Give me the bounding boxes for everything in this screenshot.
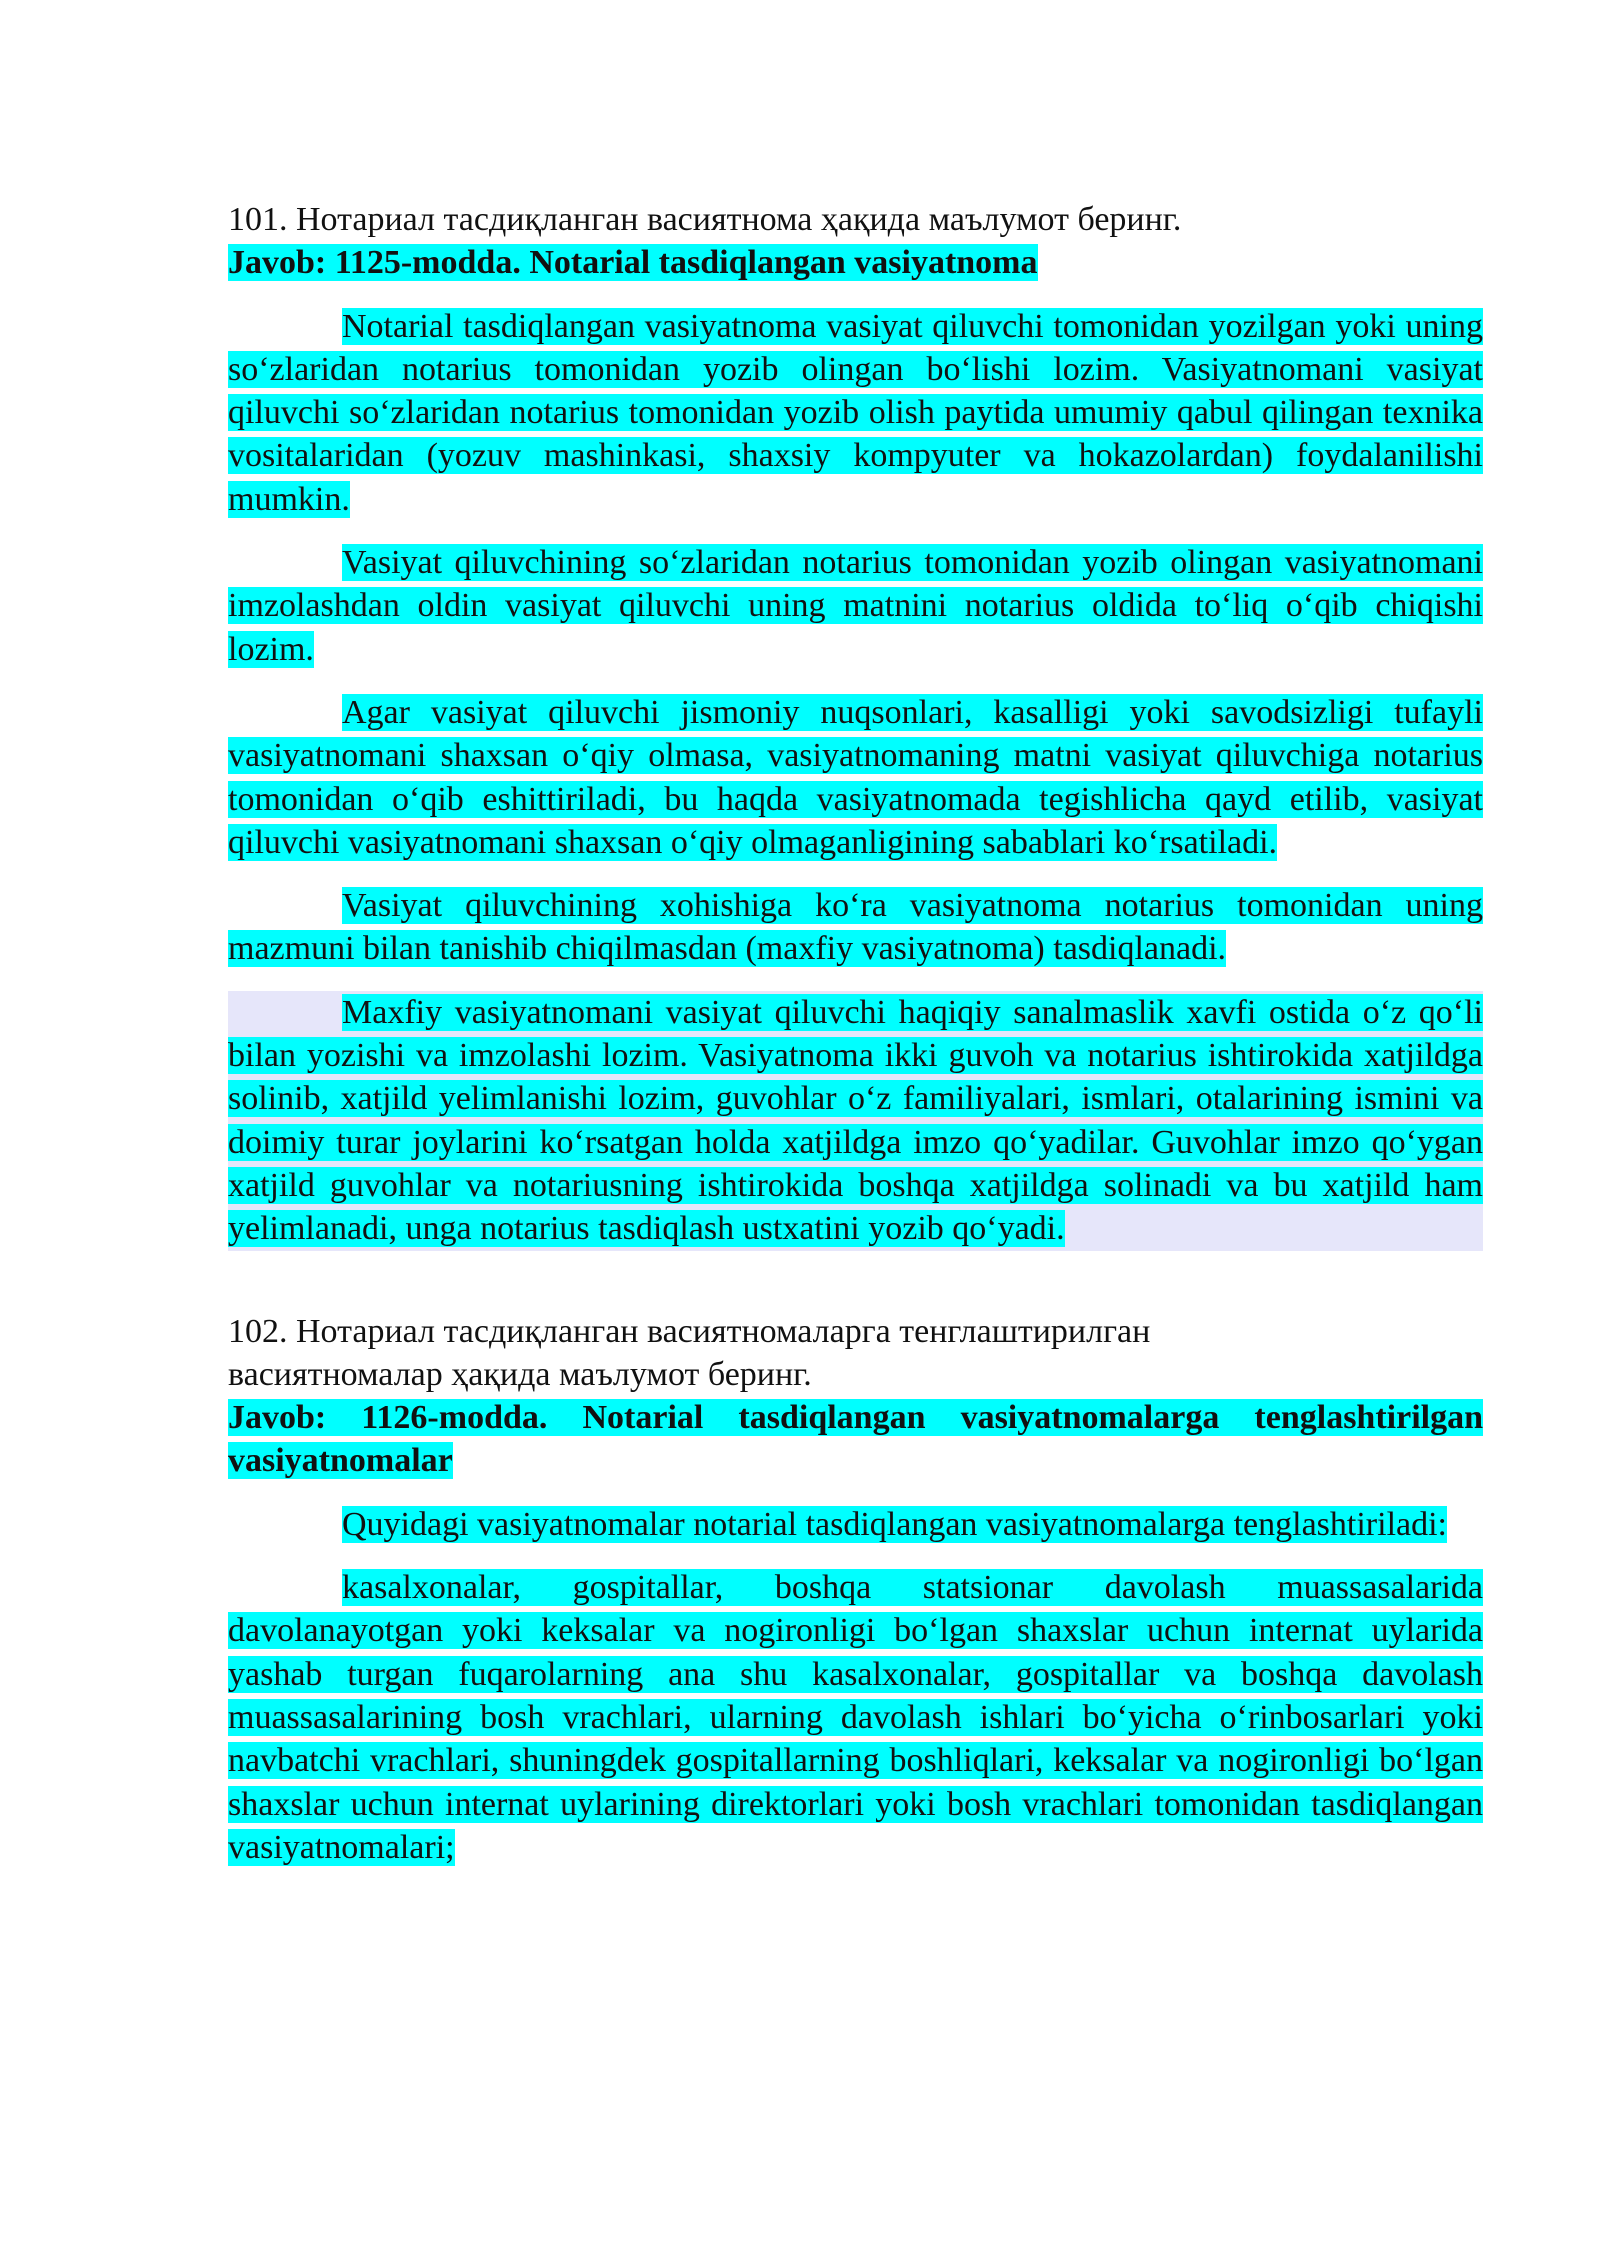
paragraph-text: Vasiyat qiluvchining xohishiga ko‘ra vasiyatnoma notarius tomonidan uning mazmuni bilan tanishib chiqilmasdan (maxfiy vasiyatnoma) tasdiqlanadi. <box>228 887 1483 968</box>
paragraph-text: Vasiyat qiluvchining so‘zlaridan notarius tomonidan yozib olingan vasiyatnomani imzolashdan oldin vasiyat qiluvchi uning matnini notarius oldida to‘liq o‘qib chiqishi lozim. <box>228 544 1483 668</box>
paragraph <box>228 305 1483 521</box>
paragraph-text: Quyidagi vasiyatnomalar notarial tasdiqlangan vasiyatnomalarga tenglashtiriladi: <box>342 1505 1447 1543</box>
paragraph <box>228 1503 1483 1546</box>
paragraph <box>228 884 1483 971</box>
paragraph-text: kasalxonalar, gospitallar, boshqa statsionar davolash muassasalarida davolanayotgan yoki keksalar va nogironligi bo‘lgan shaxslar uchun internat uylarida yashab turgan fuqarolarning ana shu kasalxonalar, gospitallar va boshqa davolash muassasalarining bosh vrachlari, ularning davolash ishlari bo‘yicha o‘rinbosarlari yoki navbatchi vrachlari, shuningdek gospitallarning boshliqlari, keksalar va nogironligi bo‘lgan shaxslar uchun internat uylarining direktorlari yoki bosh vrachlari tomonidan tasdiqlangan vasiyatnomalari; <box>228 1569 1483 1866</box>
paragraph-text: Notarial tasdiqlangan vasiyatnoma vasiyat qiluvchi tomonidan yozilgan yoki uning so‘zlaridan notarius tomonidan yozib olingan bo‘lishi lozim. Vasiyatnomani vasiyat qiluvchi so‘zlaridan notarius tomonidan yozib olish paytida umumiy qabul qilingan texnika vositalaridan (yozuv mashinkasi, shaxsiy kompyuter va hokazolardan) foydalanilishi mumkin. <box>228 307 1483 518</box>
question-101: 101. Нотариал тасдиқланган васиятнома ҳақида маълумот беринг. <box>228 201 1182 238</box>
answer-heading-text: Javob: 1126-modda. Notarial tasdiqlangan vasiyatnomalarga tenglashtirilgan vasiyatnomalar <box>228 1399 1483 1480</box>
answer-heading-1125 <box>228 241 1483 284</box>
paragraph <box>228 691 1483 864</box>
section-spacer <box>228 1251 1483 1310</box>
paragraph-shaded <box>228 991 1483 1251</box>
paragraph <box>228 541 1483 671</box>
document-content <box>228 198 1483 1869</box>
answer-heading-1126 <box>228 1396 1483 1483</box>
paragraph-text: Maxfiy vasiyatnomani vasiyat qiluvchi haqiqiy sanalmaslik xavfi ostida o‘z qo‘li bilan yozishi va imzolashi lozim. Vasiyatnoma ikki guvoh va notarius ishtirokida xatjildga solinib, xatjild yelimlanishi lozim, guvohlar o‘z familiyalari, ismlari, otalarining ismini va doimiy turar joylarini ko‘rsatgan holda xatjildga imzo qo‘yadilar. Guvohlar imzo qo‘ygan xatjild guvohlar va notariusning ishtirokida boshqa xatjildga solinadi va bu xatjild ham yelimlanadi, unga notarius tasdiqlash ustxatini yozib qo‘yadi. <box>228 993 1483 1248</box>
question-102 <box>228 1310 1483 1397</box>
paragraph-text: Agar vasiyat qiluvchi jismoniy nuqsonlari, kasalligi yoki savodsizligi tufayli vasiyatnomani shaxsan o‘qiy olmasa, vasiyatnomaning matni vasiyat qiluvchiga notarius tomonidan o‘qib eshittiriladi, bu haqda vasiyatnomada tegishlicha qayd etilib, vasiyat qiluvchi vasiyatnomani shaxsan o‘qiy olmaganligining sabablari ko‘rsatiladi. <box>228 693 1483 861</box>
question-102-line2: васиятномалар ҳақида маълумот беринг. <box>228 1355 812 1393</box>
paragraph <box>228 1566 1483 1869</box>
question-102-line1: 102. Нотариал тасдиқланган васиятномаларга тенглаштирилган <box>228 1312 1151 1350</box>
answer-heading-text: Javob: 1125-modda. Notarial tasdiqlangan vasiyatnoma <box>228 244 1038 282</box>
